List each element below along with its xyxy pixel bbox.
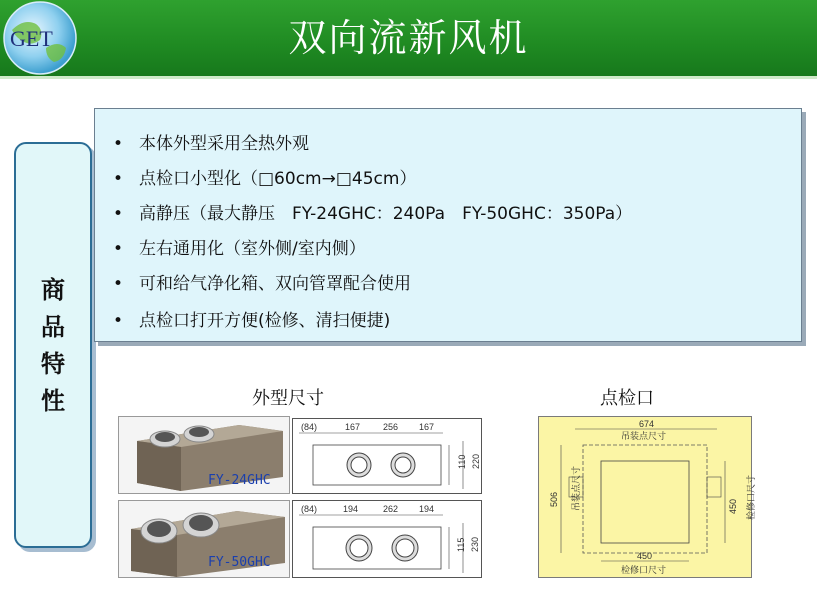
dim-label: 194	[419, 504, 435, 514]
logo-letters: GET	[10, 26, 53, 51]
dim-label: 110	[457, 454, 467, 469]
feature-item	[113, 234, 366, 259]
bullet-marker: •	[113, 274, 124, 294]
bullet-marker: •	[113, 204, 124, 224]
feature-text: 点检口打开方便(检修、清扫便捷)	[139, 311, 391, 331]
feature-item	[113, 129, 309, 154]
dimension-drawing-fy24ghc	[292, 418, 482, 494]
side-label-char: 商	[41, 276, 65, 304]
model-name-label: FY-50GHC	[208, 555, 271, 570]
dim-label: 167	[419, 422, 435, 432]
feature-text: 可和给气净化箱、双向管罩配合使用	[139, 274, 411, 294]
access-panel-drawing	[538, 416, 756, 578]
dim-label: 220	[471, 453, 481, 469]
dim-label: (84)	[301, 504, 318, 514]
dim-label: 262	[383, 504, 399, 514]
dim-label: 检修口尺寸	[746, 474, 756, 520]
feature-list	[94, 108, 802, 342]
dim-label: 450	[637, 551, 653, 561]
bullet-marker: •	[113, 134, 124, 154]
bullet-marker: •	[113, 239, 124, 259]
dim-label: 吊装点尺寸	[571, 465, 581, 511]
dim-label: 450	[728, 498, 738, 514]
feature-text: 高静压（最大静压 FY-24GHC：240Pa FY-50GHC：350Pa）	[139, 204, 633, 224]
dim-label: 167	[345, 422, 361, 432]
access-panel-title: 点检口	[600, 388, 654, 409]
dim-label: (84)	[301, 422, 318, 432]
side-label-char: 性	[41, 387, 65, 415]
dim-label: 194	[343, 504, 359, 514]
dim-label: 吊装点尺寸	[621, 431, 667, 441]
feature-item	[113, 269, 411, 294]
feature-text: 左右通用化（室外侧/室内侧）	[139, 239, 366, 259]
side-label-char: 品	[41, 313, 65, 341]
feature-text: 点检口小型化（□60cm→□45cm）	[139, 169, 417, 189]
feature-text: 本体外型采用全热外观	[139, 134, 309, 154]
dimension-drawing-fy50ghc	[292, 500, 482, 578]
bullet-marker: •	[113, 169, 124, 189]
dim-label: 674	[639, 419, 655, 429]
feature-item	[113, 164, 416, 189]
dim-label: 230	[470, 536, 480, 552]
dim-label: 检修口尺寸	[621, 565, 667, 575]
side-label-char: 特	[41, 350, 65, 378]
page-title: 双向流新风机	[288, 16, 529, 60]
dim-label: 506	[549, 491, 559, 507]
bullet-marker: •	[113, 311, 124, 331]
header-divider	[0, 76, 817, 79]
dimensions-title: 外型尺寸	[252, 388, 324, 409]
model-name-label: FY-24GHC	[208, 473, 271, 488]
dim-label: 115	[456, 537, 466, 552]
dim-label: 256	[383, 422, 399, 432]
feature-item	[113, 306, 390, 331]
product-features-label-box	[14, 142, 92, 548]
feature-item	[113, 199, 632, 224]
